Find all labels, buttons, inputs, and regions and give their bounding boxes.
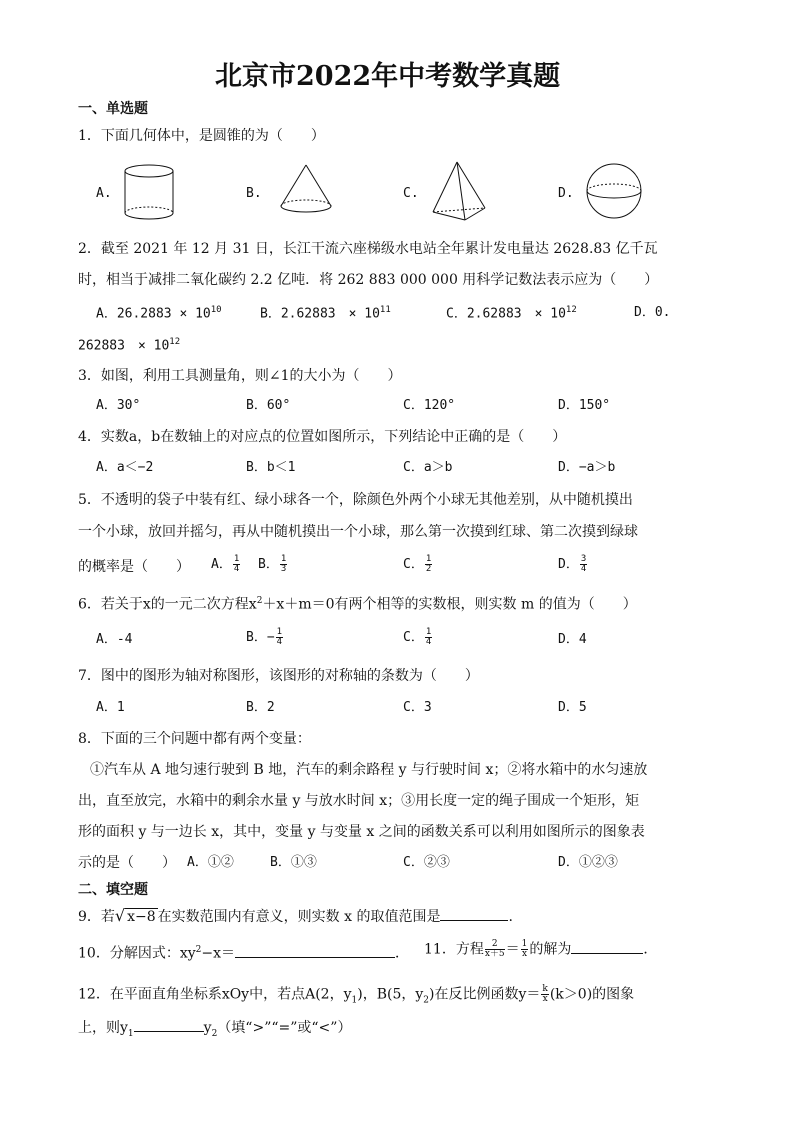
question-6-stem: 6．若关于x的一元二次方程$x^2+x+m=0$有两个相等的实数根，则实数 m 的值为（ ） bbox=[78, 596, 637, 613]
cone-figure bbox=[278, 163, 334, 215]
q1-option-d-label: D. bbox=[558, 186, 574, 201]
question-3-stem: 3．如图，利用工具测量角，则∠1的大小为（ ） bbox=[78, 368, 402, 384]
q7-option-b: B．2 bbox=[246, 700, 275, 715]
q3-option-c: C．120° bbox=[403, 398, 456, 413]
question-5-line-3: 的概率是（ ） bbox=[78, 559, 190, 575]
q8-option-a: A．①② bbox=[187, 855, 234, 870]
q3-option-a: A．30° bbox=[96, 398, 141, 413]
pyramid-figure bbox=[430, 160, 488, 222]
q9-answer-blank[interactable] bbox=[440, 920, 508, 921]
q5-option-a: A． $\frac{1}{4}$ bbox=[211, 554, 240, 574]
q1-option-a-label: A. bbox=[96, 186, 112, 201]
q1-option-c-label: C. bbox=[403, 186, 419, 201]
question-5-line-2: 一个小球，放回并摇匀，再从中随机摸出一个小球，那么第一次摸到红球、第二次摸到绿球 bbox=[78, 524, 638, 540]
q11-answer-blank[interactable] bbox=[571, 953, 643, 954]
q6-option-a: A．-4 bbox=[96, 632, 133, 647]
question-4-stem: 4．实数a，b在数轴上的对应点的位置如图所示，下列结论中正确的是（ ） bbox=[78, 429, 567, 445]
q2-option-b: B．2.62883 × $10^{11}$ bbox=[260, 305, 391, 322]
q1-option-b-label: B. bbox=[246, 186, 262, 201]
q4-option-a: A．a＜−2 bbox=[96, 460, 154, 475]
section-heading-fill-blank: 二、填空题 bbox=[78, 882, 148, 898]
q3-option-b: B．60° bbox=[246, 398, 291, 413]
q7-option-c: C．3 bbox=[403, 700, 432, 715]
question-2-line-1: 2．截至 2021 年 12 月 31 日，长江干流六座梯级水电站全年累计发电量达 2628.83 亿千瓦 bbox=[78, 241, 658, 257]
q6-option-c: C． $\frac{1}{4}$ bbox=[403, 627, 432, 647]
q6-option-d: D．4 bbox=[558, 632, 587, 647]
section-heading-single-choice: 一、单选题 bbox=[78, 101, 148, 117]
question-11: 11．方程 $\frac{2}{x+5}$ ＝ $\frac{1}{x}$ 的解为 ． bbox=[424, 939, 658, 959]
question-2-line-2: 时，相当于减排二氧化碳约 2.2 亿吨．将 262 883 000 000 用科学记数法表示应为（ ） bbox=[78, 272, 659, 288]
q8-option-d: D．①②③ bbox=[558, 855, 618, 870]
q4-option-d: D．−a＞b bbox=[558, 460, 616, 475]
q12-answer-blank[interactable] bbox=[134, 1031, 204, 1032]
q4-option-c: C．a＞b bbox=[403, 460, 453, 475]
question-8-line-2: 出，直至放完，水箱中的剩余水量 y 与放水时间 x；③用长度一定的绳子围成一个矩形，矩 bbox=[78, 793, 640, 809]
q5-option-c: C． $\frac{1}{2}$ bbox=[403, 554, 432, 574]
q5-option-d: D． $\frac{3}{4}$ bbox=[558, 554, 587, 574]
q4-option-b: B．b＜1 bbox=[246, 460, 296, 475]
question-5-line-1: 5．不透明的袋子中装有红、绿小球各一个，除颜色外两个小球无其他差别，从中随机摸出 bbox=[78, 492, 633, 508]
question-8-stem: 8．下面的三个问题中都有两个变量： bbox=[78, 731, 311, 747]
question-12-line-2: 上，则$y_1$ $y_2$（填“>”“=”或“<”） bbox=[78, 1020, 352, 1039]
question-8-line-3: 形的面积 y 与一边长 x，其中，变量 y 与变量 x 之间的函数关系可以利用如图所示的图象表 bbox=[78, 824, 645, 840]
q2-option-d-start: D．0. bbox=[634, 305, 671, 320]
question-9: 9．若√ x−8 在实数范围内有意义，则实数 x 的取值范围是 . bbox=[78, 906, 513, 925]
question-10: 10．分解因式：$xy^2-x=$ ． bbox=[78, 945, 409, 962]
q3-option-d: D．150° bbox=[558, 398, 611, 413]
cylinder-figure bbox=[120, 163, 178, 223]
q10-answer-blank[interactable] bbox=[235, 957, 395, 958]
sphere-figure bbox=[585, 163, 647, 223]
q2-option-a: A．$26.2883 \times 10^{10}$ bbox=[96, 305, 222, 322]
q8-option-b: B．①③ bbox=[270, 855, 317, 870]
q2-option-c: C．2.62883 × $10^{12}$ bbox=[446, 305, 577, 322]
q5-option-b: B． $\frac{1}{3}$ bbox=[258, 554, 287, 574]
page-title: 北京市2022年中考数学真题 bbox=[215, 61, 561, 92]
q7-option-d: D．5 bbox=[558, 700, 587, 715]
question-8-line-1: ①汽车从 A 地匀速行驶到 B 地，汽车的剩余路程 y 与行驶时间 x；②将水箱中的水匀速放 bbox=[90, 762, 648, 778]
question-1-stem: 1．下面几何体中，是圆锥的为（ ） bbox=[78, 128, 325, 144]
question-7-stem: 7．图中的图形为轴对称图形，该图形的对称轴的条数为（ ） bbox=[78, 668, 479, 684]
q6-option-b: B．− $\frac{1}{4}$ bbox=[246, 627, 283, 647]
question-12-line-1: 12．在平面直角坐标系xOy中，若点A(2，$y_1$)，B(5，$y_2$)在反比例函数y＝ $\frac{k}{x}$ (k＞0)的图象 bbox=[78, 984, 635, 1006]
q8-option-c: C．②③ bbox=[403, 855, 450, 870]
q2-option-d-continued: 262883 × $10^{12}$ bbox=[78, 337, 181, 354]
question-8-line-4: 示的是（ ） bbox=[78, 855, 176, 871]
q9-radicand: x−8 bbox=[127, 909, 156, 925]
q7-option-a: A．1 bbox=[96, 700, 125, 715]
